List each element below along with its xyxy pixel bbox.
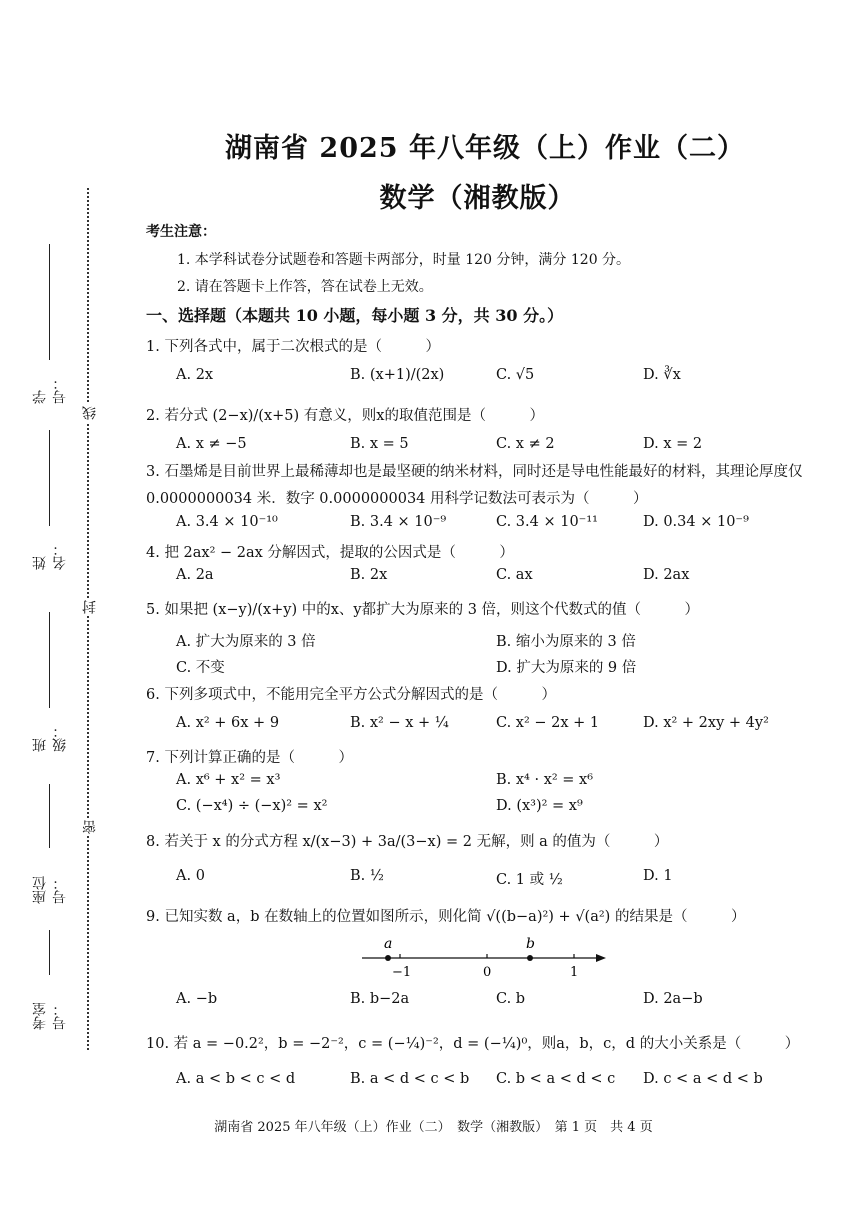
point-a-label: a — [384, 936, 393, 952]
q2-option-d: D. x = 2 — [643, 436, 703, 452]
q6-option-b: B. x² − x + ¼ — [350, 715, 449, 731]
field-student-id-label: 学号： — [32, 376, 68, 404]
question-10-stem: 10. 若 a = −0.2²，b = −2⁻²，c = (−¼)⁻²，d = (−¼)⁰，则a，b，c，d 的大小关系是（ ） — [146, 1036, 800, 1052]
question-1-stem: 1. 下列各式中，属于二次根式的是（ ） — [146, 339, 440, 355]
q10-option-a: A. a < b < c < d — [176, 1071, 296, 1087]
q7-option-b: B. x⁴ · x² = x⁶ — [496, 772, 594, 788]
q8-option-b: B. ½ — [350, 868, 384, 884]
notice-item-2: 2. 请在答题卡上作答，答在试卷上无效。 — [177, 279, 433, 295]
q8-option-c: C. 1 或 ½ — [496, 872, 563, 888]
field-class-line — [50, 612, 51, 708]
notice-item-1: 1. 本学科试卷分试题卷和答题卡两部分，时量 120 分钟，满分 120 分。 — [177, 252, 631, 268]
q1-option-d: D. ∛x — [643, 367, 681, 383]
question-6-stem: 6. 下列多项式中，不能用完全平方公式分解因式的是（ ） — [146, 687, 556, 703]
field-class-label: 班级： — [32, 724, 68, 752]
page-footer: 湖南省 2025 年八年级（上）作业（二） 数学（湘教版） 第 1 页 共 4 页 — [214, 1120, 653, 1135]
point-b-label: b — [526, 936, 535, 952]
tick-label-1: 1 — [570, 965, 579, 980]
q2-option-a: A. x ≠ −5 — [176, 436, 247, 452]
field-student-id — [32, 244, 68, 404]
point-a — [385, 955, 391, 961]
q8-option-d: D. 1 — [643, 868, 673, 884]
field-seat — [32, 784, 68, 904]
section-title: 一、选择题（本题共 10 小题，每小题 3 分，共 30 分。） — [146, 306, 564, 325]
question-2-stem: 2. 若分式 (2−x)/(x+5) 有意义，则x的取值范围是（ ） — [146, 408, 544, 424]
number-line-arrow — [596, 954, 606, 962]
cut-mark-mi: 密 — [82, 820, 98, 834]
tick-label-minus-1: −1 — [392, 965, 412, 980]
q4-option-b: B. 2x — [350, 567, 388, 583]
q2-option-b: B. x = 5 — [350, 436, 409, 452]
number-line-figure — [360, 930, 610, 982]
page-title: 湖南省 2025 年八年级（上）作业（二） — [225, 133, 745, 164]
q1-option-b: B. (x+1)/(2x) — [350, 367, 445, 383]
question-5-stem: 5. 如果把 (x−y)/(x+y) 中的x、y都扩大为原来的 3 倍，则这个代数式的值（ ） — [146, 602, 700, 618]
q4-option-c: C. ax — [496, 567, 533, 583]
field-seat-label: 座位号： — [32, 876, 68, 904]
q7-option-d: D. (x³)² = x⁹ — [496, 798, 583, 814]
q6-option-a: A. x² + 6x + 9 — [176, 715, 280, 731]
q9-option-a: A. −b — [176, 991, 218, 1007]
q9-option-b: B. b−2a — [350, 991, 410, 1007]
q5-option-a: A. 扩大为原来的 3 倍 — [176, 634, 316, 650]
page-subtitle: 数学（湘教版） — [379, 183, 576, 214]
question-3-stem: 3. 石墨烯是目前世界上最稀薄却也是最坚硬的纳米材料，同时还是导电性能最好的材料，其理论厚度仅 — [146, 464, 803, 480]
field-exam-room — [32, 930, 68, 1030]
q6-option-c: C. x² − 2x + 1 — [496, 715, 600, 731]
q5-option-d: D. 扩大为原来的 9 倍 — [496, 660, 637, 676]
field-name-line — [50, 430, 51, 526]
q10-option-d: D. c < a < d < b — [643, 1071, 763, 1087]
notice-heading: 考生注意： — [146, 224, 216, 240]
q5-option-b: B. 缩小为原来的 3 倍 — [496, 634, 636, 650]
question-3-stem-line-2: 0.0000000034 米．数字 0.0000000034 用科学记数法可表示为（ ） — [146, 491, 648, 507]
q4-option-a: A. 2a — [176, 567, 214, 583]
field-exam-room-line — [50, 930, 51, 975]
q9-option-c: C. b — [496, 991, 526, 1007]
q2-option-c: C. x ≠ 2 — [496, 436, 555, 452]
q3-option-c: C. 3.4 × 10⁻¹¹ — [496, 514, 598, 530]
field-student-id-line — [50, 244, 51, 360]
q6-option-d: D. x² + 2xy + 4y² — [643, 715, 769, 731]
question-8-stem: 8. 若关于 x 的分式方程 x/(x−3) + 3a/(3−x) = 2 无解，则 a 的值为（ ） — [146, 834, 669, 850]
q7-option-a: A. x⁶ + x² = x³ — [176, 772, 281, 788]
q5-option-c: C. 不变 — [176, 660, 225, 676]
q7-option-c: C. (−x⁴) ÷ (−x)² = x² — [176, 798, 328, 814]
q3-option-b: B. 3.4 × 10⁻⁹ — [350, 514, 447, 530]
cut-mark-feng: 封 — [82, 600, 98, 614]
question-4-stem: 4. 把 2ax² − 2ax 分解因式，提取的公因式是（ ） — [146, 545, 514, 561]
q1-option-a: A. 2x — [176, 367, 214, 383]
q8-option-a: A. 0 — [176, 868, 205, 884]
q3-option-d: D. 0.34 × 10⁻⁹ — [643, 514, 749, 530]
question-9-stem: 9. 已知实数 a，b 在数轴上的位置如图所示，则化简 √((b−a)²) + √(a²) 的结果是（ ） — [146, 909, 746, 925]
question-7-stem: 7. 下列计算正确的是（ ） — [146, 750, 353, 766]
field-class — [32, 612, 68, 752]
field-name-label: 姓名： — [32, 542, 68, 570]
point-b — [527, 955, 533, 961]
binding-dotted-line — [87, 188, 89, 1050]
q1-option-c: C. √5 — [496, 367, 535, 383]
q10-option-c: C. b < a < d < c — [496, 1071, 616, 1087]
q3-option-a: A. 3.4 × 10⁻¹⁰ — [176, 514, 278, 530]
field-name — [32, 430, 68, 570]
field-exam-room-label: 考室号： — [32, 1002, 68, 1030]
q9-option-d: D. 2a−b — [643, 991, 703, 1007]
field-seat-line — [50, 784, 51, 848]
q10-option-b: B. a < d < c < b — [350, 1071, 470, 1087]
cut-mark-xian: 线 — [82, 406, 98, 420]
tick-label-0: 0 — [483, 965, 492, 980]
q4-option-d: D. 2ax — [643, 567, 690, 583]
